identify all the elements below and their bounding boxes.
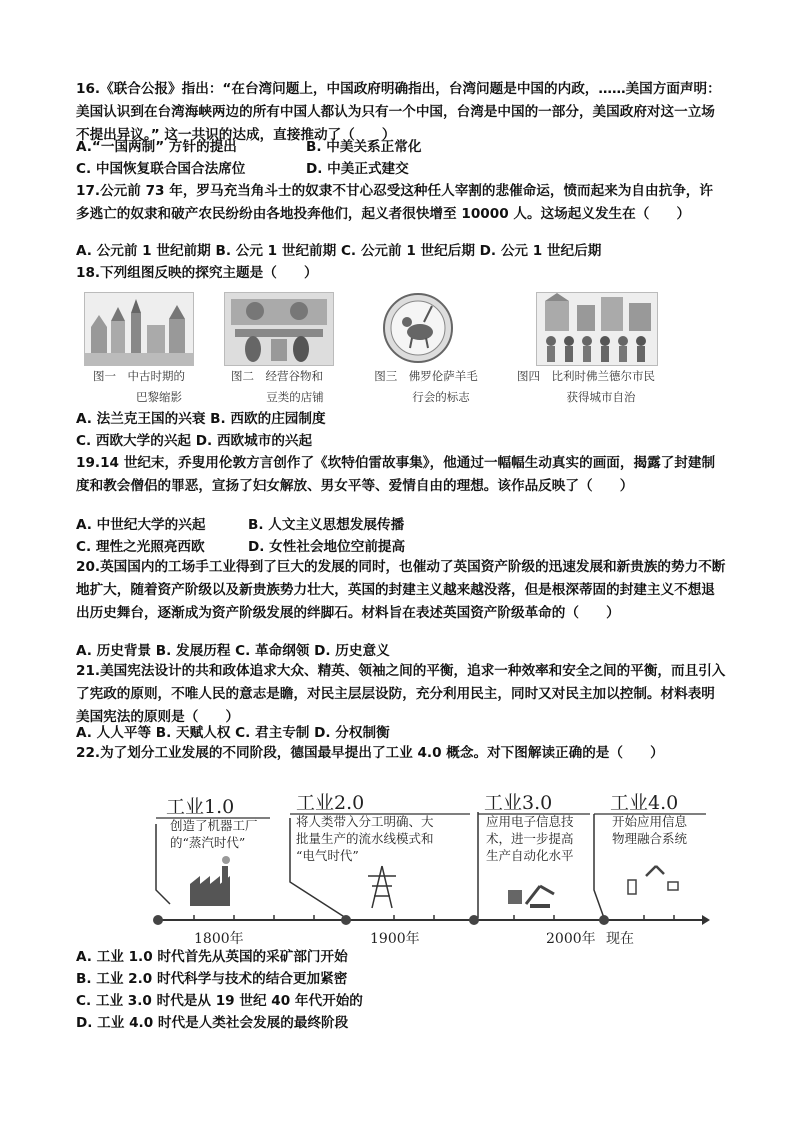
q21-options[interactable]: A. 人人平等 B. 天赋人权 C. 君主专制 D. 分权制衡 [76, 725, 390, 741]
question-20-stem: 20.英国国内的工场手工业得到了巨大的发展的同时，也催动了英国资产阶级的迅速发展和新贵族的势力不断地扩大，随着资产阶级以及新贵族势力壮大，英国的封建主义越来越没落，但是根深蒂固的封建主义不想退出历史舞台，逐渐成为资产阶级发展的绊脚石。材料旨在表述英国资产阶级革命的（ ） [76, 559, 726, 621]
stage-1-description [170, 817, 258, 851]
tick-1800: 1800年 [194, 931, 244, 947]
figure-4-caption-line2: 获得城市自治 [566, 390, 636, 404]
stage-1-line2: 的“蒸汽时代” [170, 835, 246, 850]
stage-3-title: 工业3.0 [484, 792, 553, 814]
q22-option-c[interactable]: C. 工业 3.0 时代是从 19 世纪 40 年代开始的 [76, 993, 363, 1009]
stage-3-line3: 生产自动化水平 [486, 848, 574, 863]
figure-1-caption-line1: 图一 中古时期的 [93, 369, 185, 383]
question-19-stem: 19.14 世纪末，乔叟用伦敦方言创作了《坎特伯雷故事集》，他通过一幅幅生动真实的画面，揭露了封建制度和教会僧侣的罪恶，宣扬了妇女解放、男女平等、爱情自由的理想。该作品反映了（ ） [76, 455, 716, 494]
stage-3-line1: 应用电子信息技 [486, 814, 574, 829]
city-engraving-icon [84, 292, 194, 366]
robot-arm-icon [508, 886, 554, 908]
tick-2000: 2000年 [546, 931, 596, 947]
factory-icon [190, 856, 230, 906]
stage-4-description [612, 813, 687, 847]
q20-options[interactable]: A. 历史背景 B. 发展历程 C. 革命纲领 D. 历史意义 [76, 643, 390, 659]
tick-1900: 1900年 [370, 931, 420, 947]
q18-options-ab[interactable]: A. 法兰克王国的兴衰 B. 西欧的庄园制度 [76, 411, 326, 427]
stage-3-line2: 术，进一步提高 [486, 831, 574, 846]
figure-2-caption-line2: 豆类的店铺 [266, 390, 324, 404]
tick-now: 现在 [606, 931, 634, 947]
stage-1-title: 工业1.0 [166, 796, 235, 818]
q16-option-b[interactable]: B. 中美关系正常化 [306, 139, 422, 155]
figure-2-caption-line1: 图二 经营谷物和 [231, 369, 323, 383]
question-22-stem: 22.为了划分工业发展的不同阶段，德国最早提出了工业 4.0 概念。对下图解读正确的是（ ） [76, 745, 664, 761]
figure-4-caption [502, 366, 670, 408]
stage-4-title: 工业4.0 [610, 792, 679, 814]
crowd-engraving-icon [536, 292, 658, 366]
q22-option-d[interactable]: D. 工业 4.0 时代是人类社会发展的最终阶段 [76, 1015, 349, 1031]
q19-option-c[interactable]: C. 理性之光照亮西欧 [76, 539, 205, 555]
cyber-physical-icon [628, 866, 678, 894]
q17-options[interactable]: A. 公元前 1 世纪前期 B. 公元 1 世纪前期 C. 公元前 1 世纪后期 D. 公元 1 世纪后期 [76, 243, 602, 259]
figure-2-caption [212, 366, 342, 408]
shop-engraving-icon [224, 292, 334, 366]
stage-2-line3: “电气时代” [296, 848, 359, 863]
q19-option-d[interactable]: D. 女性社会地位空前提高 [248, 539, 406, 555]
stage-2-description [296, 813, 434, 864]
stage-4-line1: 开始应用信息 [612, 814, 688, 829]
stage-1-line1: 创造了机器工厂 [170, 818, 258, 833]
figure-3-caption-line2: 行会的标志 [412, 390, 470, 404]
q22-option-b[interactable]: B. 工业 2.0 时代科学与技术的结合更加紧密 [76, 971, 348, 987]
stage-2-line1: 将人类带入分工明确、大 [296, 814, 434, 829]
question-17-stem: 17.公元前 73 年，罗马充当角斗士的奴隶不甘心忍受这种任人宰割的悲催命运，愤而起来为自由抗争，许多逃亡的奴隶和破产农民纷纷由各地投奔他们，起义者很快增至 10000 人。这场起义发生在（ ） [76, 183, 713, 222]
q19-option-a[interactable]: A. 中世纪大学的兴起 [76, 517, 206, 533]
stage-2-title: 工业2.0 [296, 792, 365, 814]
stage-3-description [486, 813, 574, 864]
question-21-stem: 21.美国宪法设计的共和政体追求大众、精英、领袖之间的平衡，追求一种效率和安全之间的平衡，而且引入了宪政的原则，不唯人民的意志是瞻，对民主层层设防，充分利用民主，同时又对民主加以控制。材料表明美国宪法的原则是（ ） [76, 663, 726, 725]
q16-option-c[interactable]: C. 中国恢复联合国合法席位 [76, 161, 246, 177]
figure-3-caption-line1: 图三 佛罗伦萨羊毛 [374, 369, 478, 383]
guild-emblem-icon [364, 292, 472, 364]
figure-1-caption [74, 366, 204, 408]
question-16-stem: 16.《联合公报》指出：“在台湾问题上，中国政府明确指出，台湾问题是中国的内政，……美国方面声明：美国认识到在台湾海峡两边的所有中国人都认为只有一个中国，台湾是中国的一部分，美国政府对这一立场不提出异议。” 这一共识的达成，直接推动了（ ） [76, 81, 721, 143]
q16-option-d[interactable]: D. 中美正式建交 [306, 161, 409, 177]
figure-4-caption-line1: 图四 比利时佛兰德尔市民 [517, 369, 655, 383]
q16-option-a[interactable]: A.“一国两制” 方针的提出 [76, 139, 237, 155]
q18-options-cd[interactable]: C. 西欧大学的兴起 D. 西欧城市的兴起 [76, 433, 313, 449]
figure-3-caption [356, 366, 496, 408]
stage-4-line2: 物理融合系统 [612, 831, 688, 846]
q22-option-a[interactable]: A. 工业 1.0 时代首先从英国的采矿部门开始 [76, 949, 348, 965]
stage-2-line2: 批量生产的流水线模式和 [296, 831, 434, 846]
question-18-stem: 18.下列组图反映的探究主题是（ ） [76, 265, 318, 281]
figure-1-caption-line2: 巴黎缩影 [136, 390, 182, 404]
power-tower-icon [368, 866, 396, 908]
q19-option-b[interactable]: B. 人文主义思想发展传播 [248, 517, 405, 533]
